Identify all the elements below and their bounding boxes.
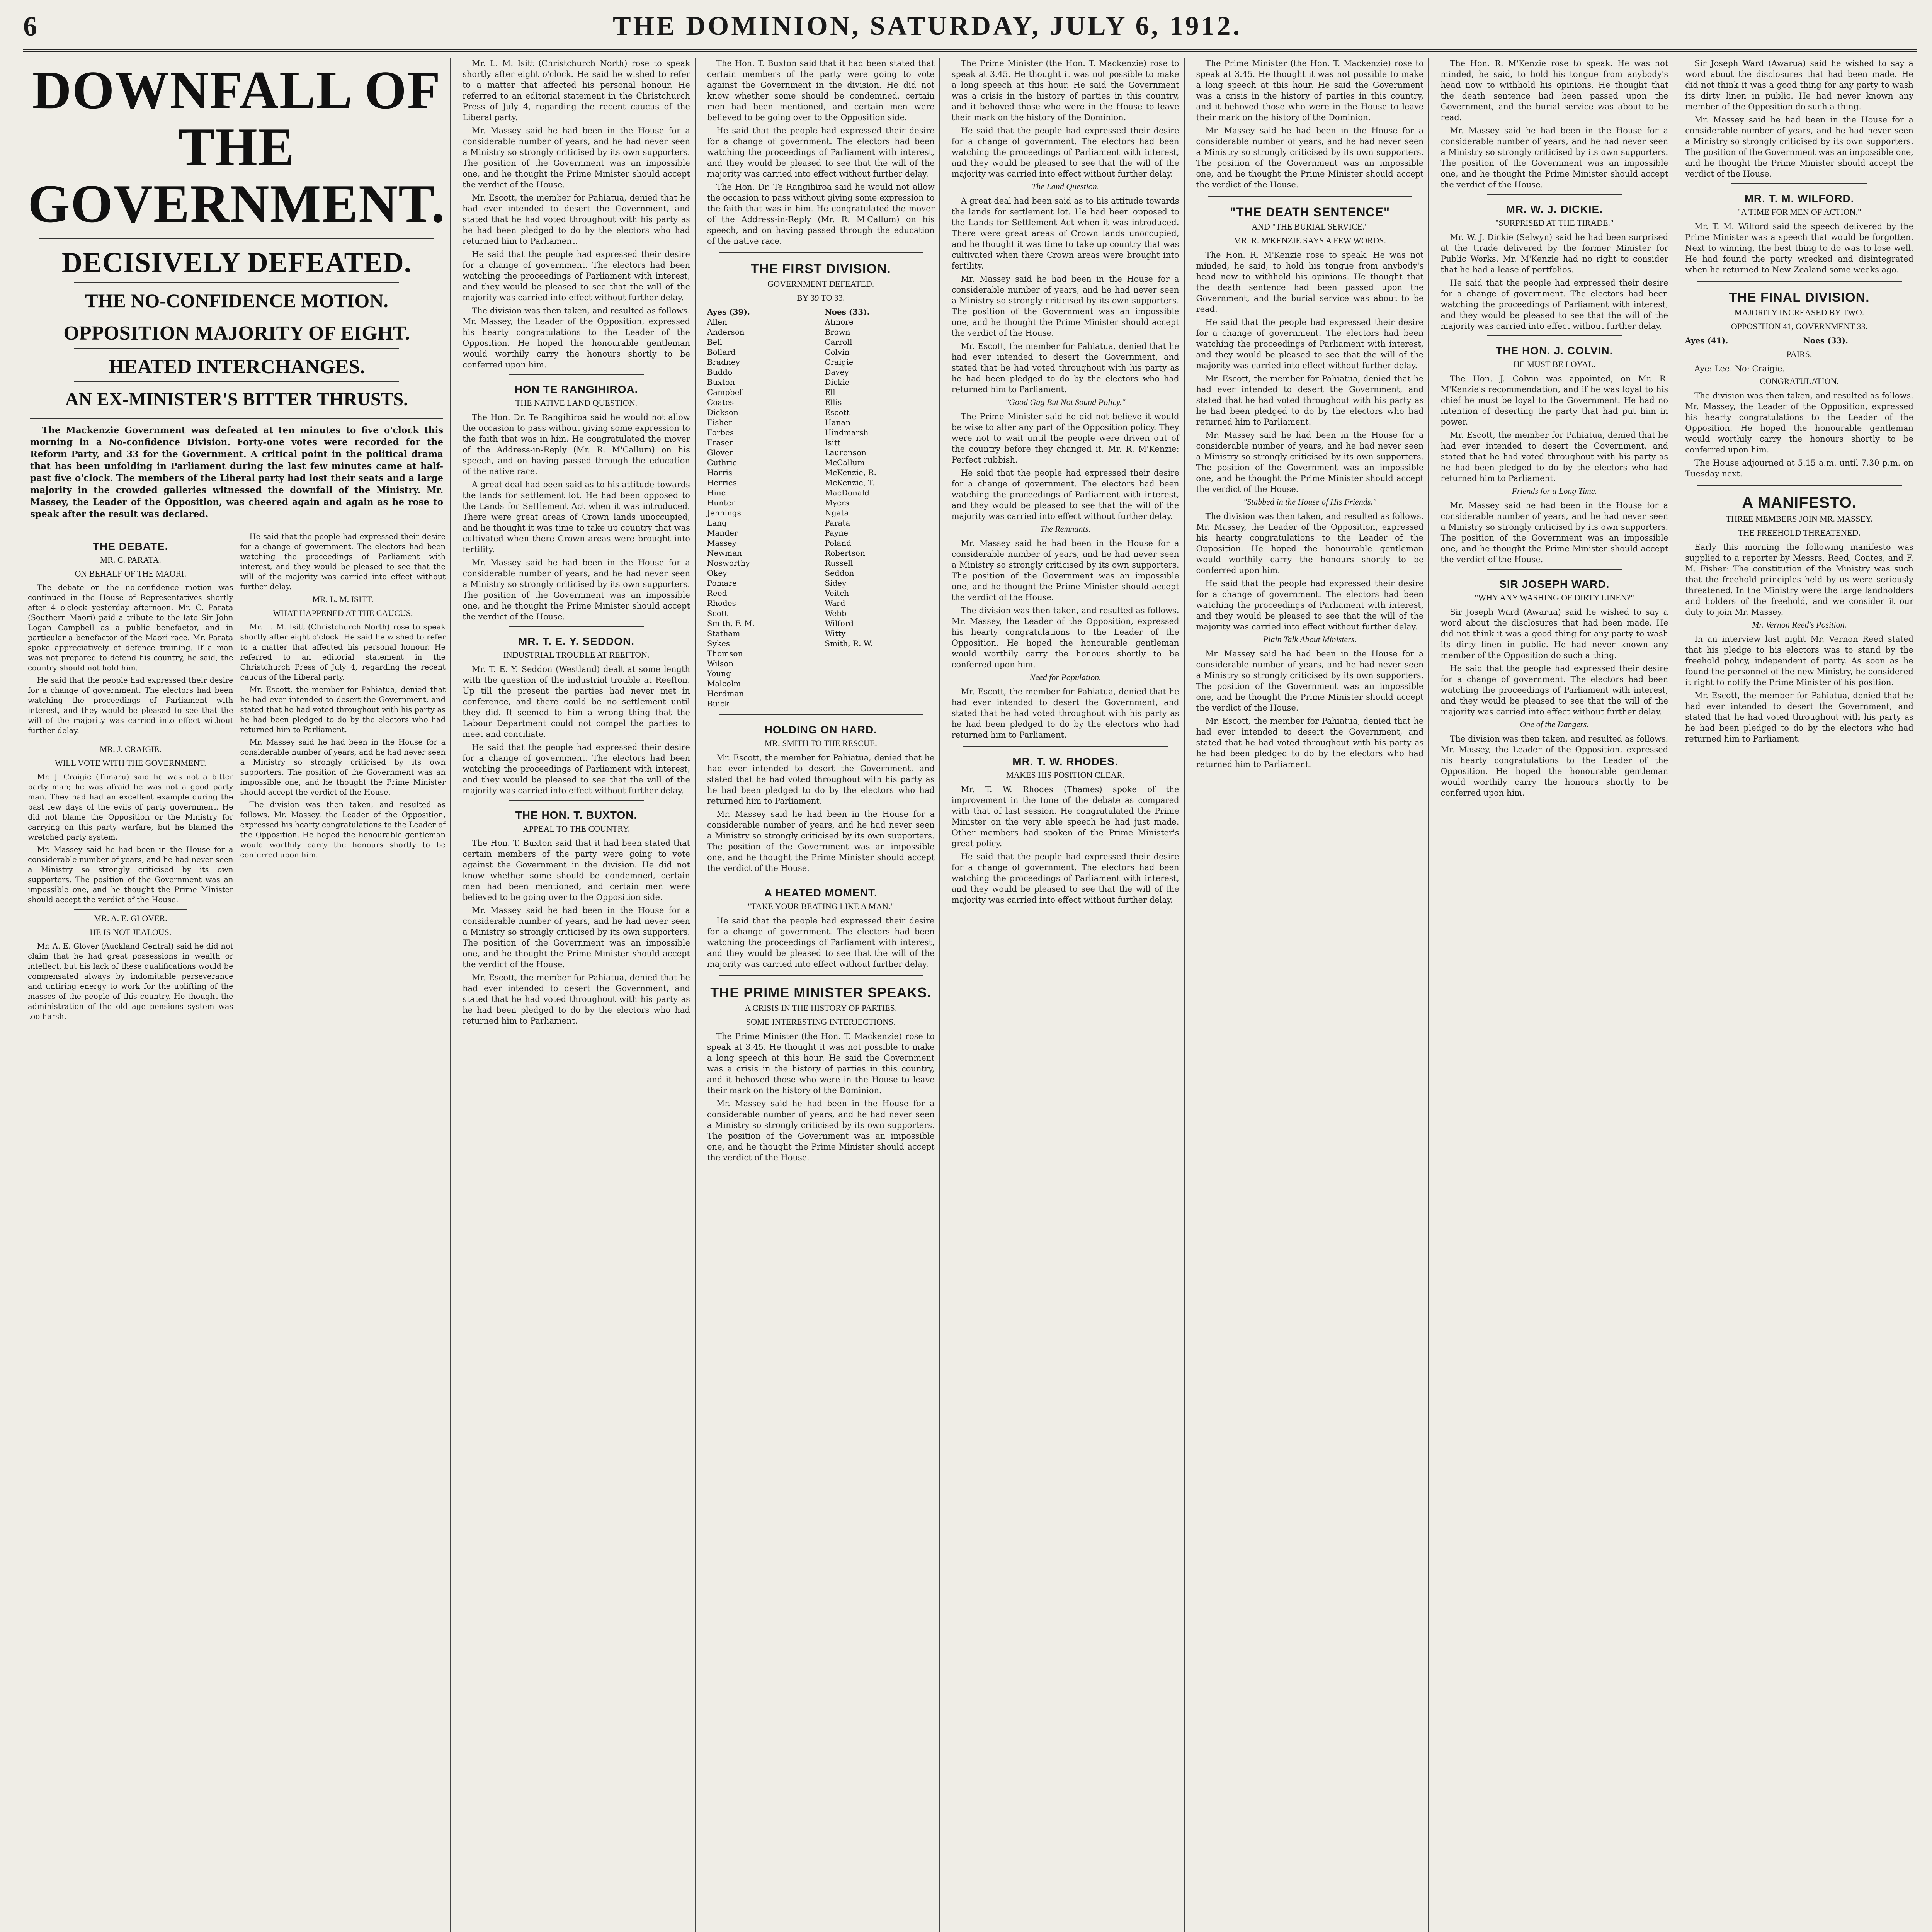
divider <box>719 975 923 976</box>
divider <box>1487 335 1622 336</box>
article-paragraph: The Hon. R. M'Kenzie rose to speak. He was not minded, he said, to hold his tongue from anybody's head now to withhold his opinions. He thought that the death sentence had been passed upon the Government, and the burial service was about to be read. <box>1440 59 1668 122</box>
section-heading: A HEATED MOMENT. <box>764 887 878 899</box>
division-member: McCallum <box>825 458 865 467</box>
section-subheading: "A TIME FOR MEN OF ACTION." <box>1737 207 1861 217</box>
division-member: Payne <box>825 528 848 537</box>
article-paragraph: The division was then taken, and resulted as follows. Mr. Massey, the Leader of the Opposition, expressed his hearty congratulations to the Leader of the Opposition. He hoped the honourable gentleman would worthily carry the honours shortly to be conferred upon him. <box>1440 734 1668 798</box>
division-member: Rhodes <box>707 599 736 608</box>
division-member: Fisher <box>707 418 732 427</box>
division-member: Parata <box>825 518 850 527</box>
section-subheading: GOVERNMENT DEFEATED. <box>767 279 874 289</box>
division-member: Robertson <box>825 548 865 558</box>
section-heading: MR. T. E. Y. SEDDON. <box>518 635 635 647</box>
article-paragraph: The division was then taken, and resulted as follows. Mr. Massey, the Leader of the Opposition, expressed his hearty congratulations to the Leader of the Opposition. He hoped the honourable gentleman would worthily carry the honours shortly to be conferred upon him. <box>1196 512 1424 575</box>
section-subheading: AND "THE BURIAL SERVICE." <box>1252 222 1368 231</box>
article-paragraph: Mr. Massey said he had been in the House for a considerable number of years, and he had never seen a Ministry so strongly criticised by its own supporters. The position of the Government was an impossible one, and he thought the Prime Minister should accept the verdict of the House. <box>1440 126 1668 189</box>
division-member: Pomare <box>707 578 737 588</box>
division-member: Massey <box>707 538 736 548</box>
columns <box>23 58 1918 1932</box>
division-member: Brown <box>825 327 850 337</box>
article-paragraph: Mr. Massey said he had been in the House for a considerable number of years, and he had never seen a Ministry so strongly criticised by its own supporters. The position of the Government was an impossible one, and he thought the Prime Minister should accept the verdict of the House. <box>463 126 690 189</box>
divider <box>1697 485 1902 486</box>
division-member: Lang <box>707 518 727 527</box>
divider <box>1697 281 1902 282</box>
section-subheading: THREE MEMBERS JOIN MR. MASSEY. <box>1726 514 1873 524</box>
division-member: Scott <box>707 609 728 618</box>
division-member: Carroll <box>825 337 852 347</box>
divider <box>74 348 399 349</box>
division-member: Anderson <box>707 327 745 337</box>
section-subheading: MR. L. M. ISITT. <box>312 594 374 604</box>
article-paragraph: Mr. Massey said he had been in the House for a considerable number of years, and he had never seen a Ministry so strongly criticised by its own supporters. The position of the Government was an impossible one, and he thought the Prime Minister should accept the verdict of the House. <box>1685 115 1913 179</box>
division-member: Allen <box>707 317 727 327</box>
section-heading: THE FINAL DIVISION. <box>1729 290 1870 305</box>
article-paragraph: Mr. Escott, the member for Pahiatua, denied that he had ever intended to desert the Government, and stated that he had voted throughout with his party as he had been pledged to do by the electors who had returned him to Parliament. <box>1685 691 1913 743</box>
division-member: Craigie <box>825 357 854 367</box>
section-subheading: "Stabbed in the House of His Friends." <box>1243 497 1377 507</box>
divider <box>1487 569 1622 570</box>
article-paragraph: Mr. Escott, the member for Pahiatua, denied that he had ever intended to desert the Government, and stated that he had voted throughout with his party as he had been pledged to do by the electors who had returned him to Parliament. <box>463 973 690 1026</box>
division-member: Fraser <box>707 438 733 447</box>
article-paragraph: Early this morning the following manifesto was supplied to a reporter by Messrs. Reed, Coates, and F. M. Fisher: The constitution of the Ministry was such that the freehold principles held by us were seriously threatened. In the Ministry were the large landholders and holders of the freehold, and we consider it our duty to join Mr. Massey. <box>1685 543 1913 617</box>
division-member: Smith, F. M. <box>707 619 755 628</box>
article-paragraph: Mr. Massey said he had been in the House for a considerable number of years, and he had never seen a Ministry so strongly criticised by its own supporters. The position of the Government was an impossible one, and he thought the Prime Minister should accept the verdict of the House. <box>240 737 446 797</box>
headline-downfall: DOWNFALL OF THE GOVERNMENT. <box>28 60 446 234</box>
article-paragraph: The division was then taken, and resulted as follows. Mr. Massey, the Leader of the Opposition, expressed his hearty congratulations to the Leader of the Opposition. He hoped the honourable gentleman would worthily carry the honours shortly to be conferred upon him. <box>951 606 1179 669</box>
section-subheading: INDUSTRIAL TROUBLE AT REEFTON. <box>503 650 650 660</box>
division-member: Isitt <box>825 438 840 447</box>
ayes-label: Ayes (39). <box>707 307 750 316</box>
headline-heated: HEATED INTERCHANGES. <box>108 355 365 378</box>
article-paragraph: The division was then taken, and resulted as follows. Mr. Massey, the Leader of the Opposition, expressed his hearty congratulations to the Leader of the Opposition. He hoped the honourable gentleman would worthily carry the honours shortly to be conferred upon him. <box>240 800 446 859</box>
section-subheading: Need for Population. <box>1029 672 1101 682</box>
final-noes-label: Noes (33). <box>1803 336 1848 345</box>
division-member: Buxton <box>707 378 735 387</box>
article-paragraph: Mr. Massey said he had been in the House for a considerable number of years, and he had never seen a Ministry so strongly criticised by its own supporters. The position of the Government was an impossible one, and he thought the Prime Minister should accept the verdict of the House. <box>28 845 233 904</box>
section-subheading: WHAT HAPPENED AT THE CAUCUS. <box>273 608 413 618</box>
division-member: Herries <box>707 478 737 487</box>
division-member: Hunter <box>707 498 735 507</box>
section-heading: THE PRIME MINISTER SPEAKS. <box>710 985 932 1000</box>
division-member: Buddo <box>707 367 733 377</box>
article-paragraph: Mr. Massey said he had been in the House for a considerable number of years, and he had never seen a Ministry so strongly criticised by its own supporters. The position of the Government was an impossible one, and he thought the Prime Minister should accept the verdict of the House. <box>463 906 690 969</box>
division-member: Glover <box>707 448 733 457</box>
article-paragraph: Mr. Massey said he had been in the House for a considerable number of years, and he had never seen a Ministry so strongly criticised by its own supporters. The position of the Government was an impossible one, and he thought the Prime Minister should accept the verdict of the House. <box>463 558 690 621</box>
column-1 <box>23 58 451 1932</box>
division-member: Dickson <box>707 408 738 417</box>
section-subheading: A CRISIS IN THE HISTORY OF PARTIES. <box>745 1003 897 1013</box>
section-subheading: "WHY ANY WASHING OF DIRTY LINEN?" <box>1475 593 1634 602</box>
section-subheading: MR. C. PARATA. <box>100 554 161 565</box>
column-5 <box>1192 58 1429 1932</box>
headline-thrusts: AN EX-MINISTER'S BITTER THRUSTS. <box>65 389 408 410</box>
section-heading: MR. T. W. RHODES. <box>1012 755 1118 767</box>
section-heading: THE FIRST DIVISION. <box>750 262 891 276</box>
section-heading: A MANIFESTO. <box>1742 494 1857 511</box>
division-member: Veitch <box>825 588 849 598</box>
section-subheading: Mr. Vernon Reed's Position. <box>1752 620 1847 629</box>
section-heading: "THE DEATH SENTENCE" <box>1230 205 1390 219</box>
division-member: Davey <box>825 367 849 377</box>
ayes-list <box>707 317 817 709</box>
division-member: Seddon <box>825 568 854 578</box>
article-paragraph: Mr. Massey said he had been in the House for a considerable number of years, and he had never seen a Ministry so strongly criticised by its own supporters. The position of the Government was an impossible one, and he thought the Prime Minister should accept the verdict of the House. <box>951 539 1179 602</box>
section-heading: MR. W. J. DICKIE. <box>1506 203 1603 215</box>
division-member: Poland <box>825 538 852 548</box>
page-number: 6 <box>23 10 37 42</box>
article-paragraph: Mr. Massey said he had been in the House for a considerable number of years, and he had never seen a Ministry so strongly criticised by its own supporters. The position of the Government was an impossible one, and he thought the Prime Minister should accept the verdict of the House. <box>951 274 1179 338</box>
division-member: Jennings <box>707 508 741 517</box>
division-member: McKenzie, R. <box>825 468 877 477</box>
section-subheading: HE MUST BE LOYAL. <box>1513 359 1595 369</box>
section-subheading: MR. R. M'KENZIE SAYS A FEW WORDS. <box>1233 236 1386 245</box>
division-member: Webb <box>825 609 847 618</box>
article-paragraph: Mr. Escott, the member for Pahiatua, denied that he had ever intended to desert the Government, and stated that he had voted throughout with his party as he had been pledged to do by the electors who had returned him to Parliament. <box>463 193 690 246</box>
article-paragraph: Mr. Massey said he had been in the House for a considerable number of years, and he had never seen a Ministry so strongly criticised by its own supporters. The position of the Government was an impossible one, and he thought the Prime Minister should accept the verdict of the House. <box>1440 501 1668 564</box>
section-subheading: MR. A. E. GLOVER. <box>94 913 167 923</box>
division-member: Campbell <box>707 388 745 397</box>
section-subheading: MAJORITY INCREASED BY TWO. <box>1734 308 1864 317</box>
article-paragraph: He said that the people had expressed their desire for a change of government. The electors had been watching the proceedings of Parliament with interest, and they would be pleased to see that the will of the majority was carried into effect without further delay. <box>240 532 446 591</box>
divider <box>719 252 923 253</box>
article-paragraph: The Hon. Dr. Te Rangihiroa said he would not allow the occasion to pass without giving some expression to the faith that was in him. He congratulated the mover of the Address-in-Reply (Mr. R. M'Callum) on his speech, and on having passed through the education of the native race. <box>463 413 690 476</box>
article-paragraph: He said that the people had expressed their desire for a change of government. The electors had been watching the proceedings of Parliament with interest, and they would be pleased to see that the will of the majority was carried into effect without further delay. <box>1440 664 1668 716</box>
article-paragraph: Mr. L. M. Isitt (Christchurch North) rose to speak shortly after eight o'clock. He said he wished to refer to a matter that affected his personal honour. He referred to an editorial statement in the Christchurch Press of July 4, regarding the recent caucus of the Liberal party. <box>463 59 690 122</box>
section-subheading: MR. J. CRAIGIE. <box>100 744 162 754</box>
final-ayes-label: Ayes (41). <box>1685 336 1728 345</box>
article-paragraph: The Prime Minister (the Hon. T. Mackenzie) rose to speak at 3.45. He thought it was not possible to make a long speech at this hour. He said the Government was a crisis in the history of parties in this country, and it behoved those who were in the House to leave their mark on the history of the Dominion. <box>951 59 1179 122</box>
division-member: Ellis <box>825 398 842 407</box>
divider <box>74 282 399 283</box>
article-paragraph: Mr. Massey said he had been in the House for a considerable number of years, and he had never seen a Ministry so strongly criticised by its own supporters. The position of the Government was an impossible one, and he thought the Prime Minister should accept the verdict of the House. <box>707 1099 935 1162</box>
division-list <box>707 307 935 709</box>
section-subheading: "Good Gag But Not Sound Policy." <box>1005 397 1126 407</box>
article-paragraph: Sir Joseph Ward (Awarua) said he wished to say a word about the disclosures that had been made. He did not think it was a good thing for any party to wash its dirty linen in public. He had never known any member of the Opposition do such a thing. <box>1440 607 1668 660</box>
final-division-list <box>1685 335 1913 345</box>
article-paragraph: He said that the people had expressed their desire for a change of government. The electors had been watching the proceedings of Parliament with interest, and they would be pleased to see that the will of the majority was carried into effect without further delay. <box>1196 579 1424 631</box>
division-member: Witty <box>825 629 846 638</box>
division-member: Bradney <box>707 357 740 367</box>
division-member: Statham <box>707 629 740 638</box>
section-subheading: CONGRATULATION. <box>1760 376 1839 386</box>
division-member: Thomson <box>707 649 743 658</box>
article-paragraph: The House adjourned at 5.15 a.m. until 7.30 p.m. on Tuesday next. <box>1685 458 1913 478</box>
section-subheading: PAIRS. <box>1786 349 1812 359</box>
article-paragraph: He said that the people had expressed their desire for a change of government. The electors had been watching the proceedings of Parliament with interest, and they would be pleased to see that the will of the majority was carried into effect without further delay. <box>707 126 935 179</box>
pairs-text: Aye: Lee. No: Craigie. <box>1694 364 1785 373</box>
article-paragraph: He said that the people had expressed their desire for a change of government. The electors had been watching the proceedings of Parliament with interest, and they would be pleased to see that the will of the majority was carried into effect without further delay. <box>463 250 690 302</box>
division-member: Dickie <box>825 378 850 387</box>
article-paragraph: Mr. Escott, the member for Pahiatua, denied that he had ever intended to desert the Government, and stated that he had voted throughout with his party as he had been pledged to do by the electors who had returned him to Parliament. <box>1196 374 1424 427</box>
section-subheading: The Land Question. <box>1032 182 1099 191</box>
section-subheading: MR. SMITH TO THE RESCUE. <box>764 738 877 748</box>
section-subheading: THE NATIVE LAND QUESTION. <box>515 398 638 408</box>
article-paragraph: In an interview last night Mr. Vernon Reed stated that his pledge to his electors was to stand by the freehold policy, independent of party. As soon as he found the personnel of the new Ministry, he considered it right to notify the Prime Minister of his position. <box>1685 634 1913 687</box>
article-paragraph: The Hon. Dr. Te Rangihiroa said he would not allow the occasion to pass without giving some expression to the faith that was in him. He congratulated the mover of the Address-in-Reply (Mr. R. M'Callum) on his speech, and on having passed through the education of the native race. <box>707 182 935 246</box>
division-member: Ward <box>825 599 845 608</box>
article-paragraph: The debate on the no-confidence motion was continued in the House of Representatives shortly after 4 o'clock yesterday afternoon. Mr. C. Parata (Southern Maori) paid a tribute to the late Sir John Logan Campbell as a public benefactor, and in particular a benefactor of the Maori race. Mr. Parata spoke appreciatively of defence training. If a man was not prepared to defend his country, he said, the country should not hold him. <box>28 583 233 672</box>
article-paragraph: Mr. T. W. Rhodes (Thames) spoke of the improvement in the tone of the debate as compared with that of last session. He congratulated the Prime Minister on the very able speech he had just made. Other members had spoken of the Prime Minister's great policy. <box>951 785 1179 848</box>
division-member: Bollard <box>707 347 736 357</box>
column-6 <box>1436 58 1673 1932</box>
section-subheading: MAKES HIS POSITION CLEAR. <box>1006 770 1125 780</box>
divider <box>509 800 644 801</box>
division-member: Okey <box>707 568 727 578</box>
article-paragraph: Mr. L. M. Isitt (Christchurch North) rose to speak shortly after eight o'clock. He said he wished to refer to a matter that affected his personal honour. He referred to an editorial statement in the Christchurch Press of July 4, regarding the recent caucus of the Liberal party. <box>240 622 446 682</box>
division-member: Smith, R. W. <box>825 639 873 648</box>
division-member: Myers <box>825 498 849 507</box>
division-member: Colvin <box>825 347 850 357</box>
division-member: Russell <box>825 558 853 568</box>
article-paragraph: Mr. J. Craigie (Timaru) said he was not a bitter party man; he was afraid he was not a good party man. They had had an excellent example during the past few days of the evils of party government. He did not blame the Opposition or the Ministry for carrying on this party warfare, but he blamed the wretched party system. <box>28 772 233 842</box>
divider <box>509 626 644 627</box>
divider <box>39 238 434 239</box>
section-subheading: "TAKE YOUR BEATING LIKE A MAN." <box>748 901 894 911</box>
divider <box>719 714 923 715</box>
division-member: Young <box>707 669 731 678</box>
division-count: OPPOSITION 41, GOVERNMENT 33. <box>1731 321 1868 331</box>
paper-name: THE DOMINION, SATURDAY, JULY 6, 1912. <box>612 11 1242 41</box>
article-paragraph: Mr. W. J. Dickie (Selwyn) said he had been surprised at the tirade delivered by the former Minister for Public Works. Mr. M'Kenzie had no right to consider that he had a lease of portfolios. <box>1440 233 1668 274</box>
article-paragraph: He said that the people had expressed their desire for a change of government. The electors had been watching the proceedings of Parliament with interest, and they would be pleased to see that the will of the majority was carried into effect without further delay. <box>951 126 1179 179</box>
division-member: Mander <box>707 528 738 537</box>
article-paragraph: Mr. Massey said he had been in the House for a considerable number of years, and he had never seen a Ministry so strongly criticised by its own supporters. The position of the Government was an impossible one, and he thought the Prime Minister should accept the verdict of the House. <box>1196 649 1424 713</box>
article-paragraph: The Prime Minister said he did not believe it would be wise to alter any part of the Opposition policy. They were not to wait until the people were driven out of the country before they changed it. Mr. R. M'Kenzie: Perfect rubbish. <box>951 412 1179 464</box>
divider <box>1731 183 1867 184</box>
division-member: Sykes <box>707 639 730 648</box>
article-paragraph: Mr. Escott, the member for Pahiatua, denied that he had ever intended to desert the Government, and stated that he had voted throughout with his party as he had been pledged to do by the electors who had returned him to Parliament. <box>951 342 1179 394</box>
section-heading: THE HON. J. COLVIN. <box>1496 345 1613 357</box>
article-paragraph: The division was then taken, and resulted as follows. Mr. Massey, the Leader of the Opposition, expressed his hearty congratulations to the Leader of the Opposition. He hoped the honourable gentleman would worthily carry the honours shortly to be conferred upon him. <box>463 306 690 369</box>
noes-list <box>825 317 934 648</box>
column-3 <box>702 58 940 1932</box>
article-paragraph: A great deal had been said as to his attitude towards the lands for settlement lot. He had been opposed to the Lands for Settlement Act when it was introduced. There were great areas of Crown lands unoccupied, and he thought it was time to take up country that was cultivated when there Crown areas were brought into fertility. <box>463 480 690 554</box>
section-subheading: The Remnants. <box>1040 524 1091 534</box>
article-paragraph: Mr. Massey said he had been in the House for a considerable number of years, and he had never seen a Ministry so strongly criticised by its own supporters. The position of the Government was an impossible one, and he thought the Prime Minister should accept the verdict of the House. <box>1196 126 1424 189</box>
article-paragraph: He said that the people had expressed their desire for a change of government. The electors had been watching the proceedings of Parliament with interest, and they would be pleased to see that the will of the majority was carried into effect without further delay. <box>1196 318 1424 370</box>
article-paragraph: A great deal had been said as to his attitude towards the lands for settlement lot. He had been opposed to the Lands for Settlement Act when it was introduced. There were great areas of Crown lands unoccupied, and he thought it was time to take up country that was cultivated when there Crown areas were brought into fertility. <box>951 196 1179 270</box>
division-member: Wilford <box>825 619 854 628</box>
article-paragraph: The Prime Minister (the Hon. T. Mackenzie) rose to speak at 3.45. He thought it was not possible to make a long speech at this hour. He said the Government was a crisis in the history of parties in this country, and it behoved those who were in the House to leave their mark on the history of the Dominion. <box>1196 59 1424 122</box>
section-subheading: ON BEHALF OF THE MAORI. <box>75 568 187 578</box>
division-member: Hine <box>707 488 726 497</box>
division-member: Herdman <box>707 689 744 698</box>
section-subheading: SOME INTERESTING INTERJECTIONS. <box>746 1017 896 1027</box>
article-paragraph: He said that the people had expressed their desire for a change of government. The electors had been watching the proceedings of Parliament with interest, and they would be pleased to see that the will of the majority was carried into effect without further delay. <box>1440 278 1668 331</box>
division-member: Harris <box>707 468 733 477</box>
article-paragraph: He said that the people had expressed their desire for a change of government. The electors had been watching the proceedings of Parliament with interest, and they would be pleased to see that the will of the majority was carried into effect without further delay. <box>951 468 1179 521</box>
division-member: Hanan <box>825 418 851 427</box>
headline-majority: OPPOSITION MAJORITY OF EIGHT. <box>63 322 410 345</box>
article-paragraph: Mr. Escott, the member for Pahiatua, denied that he had ever intended to desert the Government, and stated that he had voted throughout with his party as he had been pledged to do by the electors who had returned him to Parliament. <box>1196 716 1424 769</box>
column-1b <box>240 532 446 1024</box>
division-member: Ell <box>825 388 835 397</box>
section-subheading: THE FREEHOLD THREATENED. <box>1738 528 1861 537</box>
article-paragraph: He said that the people had expressed their desire for a change of government. The electors had been watching the proceedings of Parliament with interest, and they would be pleased to see that the will of the majority was carried into effect without further delay. <box>28 675 233 735</box>
column-4 <box>947 58 1185 1932</box>
divider <box>509 374 644 375</box>
article-paragraph: Mr. Massey said he had been in the House for a considerable number of years, and he had never seen a Ministry so strongly criticised by its own supporters. The position of the Government was an impossible one, and he thought the Prime Minister should accept the verdict of the House. <box>1196 430 1424 494</box>
division-member: Guthrie <box>707 458 737 467</box>
article-paragraph: Mr. A. E. Glover (Auckland Central) said he did not claim that he had great possessions in wealth or intellect, but his lack of these qualifications would be compensated always by indomitable perseverance and untiring energy to work for the uplifting of the masses of the people of this country. He thought the administration of the old age pensions system was too harsh. <box>28 941 233 1021</box>
section-subheading: APPEAL TO THE COUNTRY. <box>522 824 630 833</box>
article-paragraph: The Hon. T. Buxton said that it had been stated that certain members of the party were going to vote against the Government in the division. He did not know whether some should be condemned, certain men had been mentioned, and certain men were believed to be going over to the Opposition side. <box>707 59 935 122</box>
division-member: Escott <box>825 408 850 417</box>
article-paragraph: He said that the people had expressed their desire for a change of government. The electors had been watching the proceedings of Parliament with interest, and they would be pleased to see that the will of the majority was carried into effect without further delay. <box>463 743 690 795</box>
division-member: McKenzie, T. <box>825 478 875 487</box>
section-heading: HOLDING ON HARD. <box>764 724 877 736</box>
headline-no-confidence: THE NO-CONFIDENCE MOTION. <box>85 289 388 311</box>
article-paragraph: Mr. Escott, the member for Pahiatua, denied that he had ever intended to desert the Government, and stated that he had voted throughout with his party as he had been pledged to do by the electors who had returned him to Parliament. <box>1440 430 1668 483</box>
division-member: Forbes <box>707 428 734 437</box>
article-paragraph: The division was then taken, and resulted as follows. Mr. Massey, the Leader of the Opposition, expressed his hearty congratulations to the Leader of the Opposition. He hoped the honourable gentleman would worthily carry the honours shortly to be conferred upon him. <box>1685 391 1913 454</box>
column-7 <box>1680 58 1918 1932</box>
section-subheading: Friends for a Long Time. <box>1512 486 1597 496</box>
section-heading: HON TE RANGIHIROA. <box>514 383 638 395</box>
column-1a <box>28 532 233 1024</box>
article-paragraph: He said that the people had expressed their desire for a change of government. The electors had been watching the proceedings of Parliament with interest, and they would be pleased to see that the will of the majority was carried into effect without further delay. <box>951 852 1179 905</box>
lead-headline-block <box>28 62 446 410</box>
headline-defeated: DECISIVELY DEFEATED. <box>61 247 412 279</box>
article-paragraph: Mr. T. E. Y. Seddon (Westland) dealt at some length with the question of the industrial trouble at Reefton. Up till the present the parties had never met in conference, and there could be no settlement until they did. It seemed to him a wrong thing that the Labour Department could not compel the parties to meet and conciliate. <box>463 665 690 739</box>
article-paragraph: The Hon. R. M'Kenzie rose to speak. He was not minded, he said, to hold his tongue from anybody's head now to withhold his opinions. He thought that the death sentence had been passed upon the Government, and the burial service was about to be read. <box>1196 250 1424 314</box>
section-subheading: "SURPRISED AT THE TIRADE." <box>1495 218 1614 228</box>
article-paragraph: Mr. Massey said he had been in the House for a considerable number of years, and he had never seen a Ministry so strongly criticised by its own supporters. The position of the Government was an impossible one, and he thought the Prime Minister should accept the verdict of the House. <box>707 810 935 873</box>
division-member: MacDonald <box>825 488 869 497</box>
section-subheading: One of the Dangers. <box>1520 719 1589 729</box>
article-paragraph: The Hon. J. Colvin was appointed, on Mr. R. M'Kenzie's recommendation, and if he was loyal to his chief he must be loyal to the Government. He had no intention of deserting the party that had put him in power. <box>1440 374 1668 427</box>
article-paragraph: The Hon. T. Buxton said that it had been stated that certain members of the party were going to vote against the Government in the division. He did not know whether some should be condemned, certain men had been mentioned, and certain men were believed to be going over to the Opposition side. <box>463 838 690 902</box>
divider <box>1208 196 1412 197</box>
division-member: Laurenson <box>825 448 866 457</box>
section-heading: MR. T. M. WILFORD. <box>1744 192 1854 204</box>
section-heading: THE DEBATE. <box>92 540 168 552</box>
column-2 <box>458 58 696 1932</box>
article-paragraph: Sir Joseph Ward (Awarua) said he wished to say a word about the disclosures that had been made. He did not think it was a good thing for any party to wash its dirty linen in public. He had never known any member of the Opposition do such a thing. <box>1685 59 1913 111</box>
masthead <box>23 3 1917 52</box>
division-member: Atmore <box>825 317 854 327</box>
article-paragraph: He said that the people had expressed their desire for a change of government. The electors had been watching the proceedings of Parliament with interest, and they would be pleased to see that the will of the majority was carried into effect without further delay. <box>707 916 935 969</box>
division-member: Reed <box>707 588 727 598</box>
division-count: BY 39 TO 33. <box>797 293 845 303</box>
article-paragraph: The Prime Minister (the Hon. T. Mackenzie) rose to speak at 3.45. He thought it was not possible to make a long speech at this hour. He said the Government was a crisis in the history of parties in this country, and it behoved those who were in the House to leave their mark on the history of the Dominion. <box>707 1032 935 1095</box>
division-member: Hindmarsh <box>825 428 869 437</box>
divider <box>963 746 1168 747</box>
section-heading: SIR JOSEPH WARD. <box>1499 578 1610 590</box>
divider <box>74 381 399 382</box>
division-member: Coates <box>707 398 734 407</box>
division-member: Malcolm <box>707 679 741 688</box>
division-member: Sidey <box>825 578 847 588</box>
division-member: Buick <box>707 699 730 708</box>
article-paragraph: Mr. Escott, the member for Pahiatua, denied that he had ever intended to desert the Government, and stated that he had voted throughout with his party as he had been pledged to do by the electors who had returned him to Parliament. <box>951 687 1179 740</box>
divider <box>1487 194 1622 195</box>
division-member: Bell <box>707 337 723 347</box>
section-subheading: HE IS NOT JEALOUS. <box>90 927 172 937</box>
division-member: Nosworthy <box>707 558 750 568</box>
division-member: Newman <box>707 548 742 558</box>
article-paragraph: Mr. Escott, the member for Pahiatua, denied that he had ever intended to desert the Government, and stated that he had voted throughout with his party as he had been pledged to do by the electors who had returned him to Parliament. <box>707 753 935 806</box>
column-1-subcolumns <box>28 532 446 1024</box>
article-paragraph: Mr. Escott, the member for Pahiatua, denied that he had ever intended to desert the Government, and stated that he had voted throughout with his party as he had been pledged to do by the electors who had returned him to Parliament. <box>240 685 446 734</box>
divider <box>74 909 187 910</box>
division-member: Wilson <box>707 659 734 668</box>
noes-label: Noes (33). <box>825 307 870 316</box>
section-heading: THE HON. T. BUXTON. <box>515 809 638 821</box>
lead-intro: The Mackenzie Government was defeated at ten minutes to five o'clock this morning in a No-confidence Division. Forty-one votes were recorded for the Reform Party, and 33 for the Government. A critical point in the political drama that has been unfolding in Parliament during the last few minutes came at half-past five o'clock. The members of the Liberal party had lost their seats and a large majority in the crowded galleries witnessed the downfall of the Ministry. Mr. Massey, the Leader of the Opposition, was cheered again and again as he rose to speak after the result was declared. <box>30 418 443 526</box>
division-member: Ngata <box>825 508 849 517</box>
article-paragraph: Mr. T. M. Wilford said the speech delivered by the Prime Minister was a speech that would be forgotten. Next to winning, the best thing to do was to lose well. He had found the party wrecked and disintegrated when he returned to New Zealand some weeks ago. <box>1685 222 1913 274</box>
section-subheading: Plain Talk About Ministers. <box>1263 634 1357 644</box>
section-subheading: WILL VOTE WITH THE GOVERNMENT. <box>54 758 206 768</box>
